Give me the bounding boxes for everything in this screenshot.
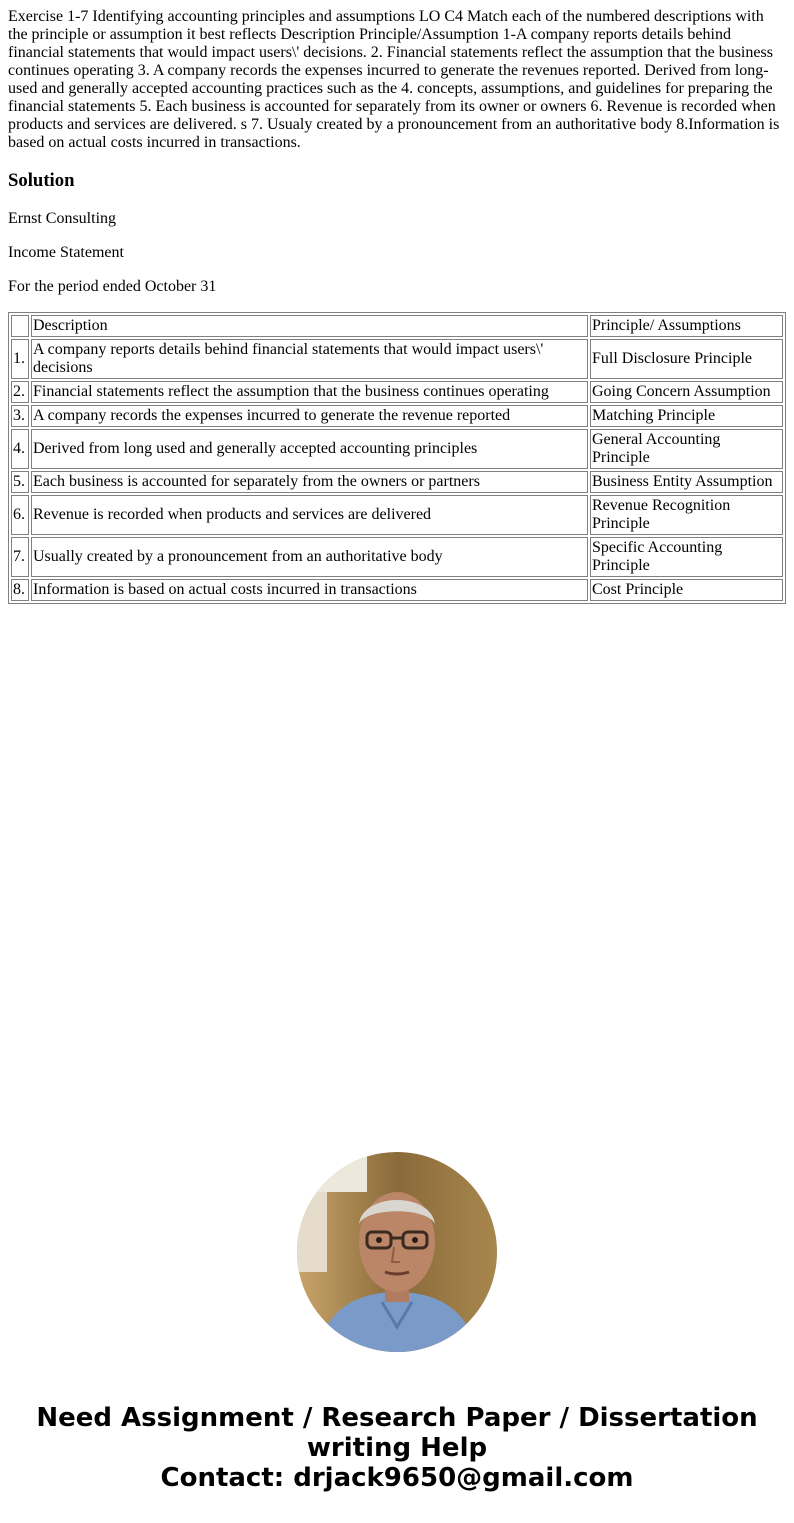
promo-line-1: Need Assignment / Research Paper / Dissertation: [36, 1403, 758, 1433]
table-row: [11, 537, 783, 577]
header-principle-cell: Principle/ Assumptions: [590, 315, 783, 337]
row-num: 5.: [11, 471, 29, 493]
row-num: 3.: [11, 405, 29, 427]
table-row: [11, 405, 783, 427]
row-num: 8.: [11, 579, 29, 601]
row-description: Usually created by a pronouncement from an authoritative body: [31, 537, 588, 577]
table-row: [11, 381, 783, 403]
table-row: [11, 471, 783, 493]
row-num: 1.: [11, 339, 29, 379]
answer-table: [8, 312, 786, 604]
row-principle: Business Entity Assumption: [590, 471, 783, 493]
table-row: [11, 339, 783, 379]
promo-text: [0, 1403, 794, 1493]
row-principle: Revenue Recognition Principle: [590, 495, 783, 535]
row-description: A company reports details behind financial statements that would impact users\' decisions: [31, 339, 588, 379]
row-num: 6.: [11, 495, 29, 535]
page-content: [0, 0, 794, 604]
row-principle: Full Disclosure Principle: [590, 339, 783, 379]
table-header-row: [11, 315, 783, 337]
row-description: Each business is accounted for separately from the owners or partners: [31, 471, 588, 493]
row-description: Revenue is recorded when products and services are delivered: [31, 495, 588, 535]
row-description: Financial statements reflect the assumption that the business continues operating: [31, 381, 588, 403]
company-name: Ernst Consulting: [8, 210, 117, 227]
statement-title: Income Statement: [8, 244, 124, 261]
header-num-cell: [11, 315, 29, 337]
row-principle: Going Concern Assumption: [590, 381, 783, 403]
header-description-cell: Description: [31, 315, 588, 337]
promo-avatar-block: [0, 1152, 794, 1352]
statement-period: For the period ended October 31: [8, 278, 217, 295]
person-photo-icon: [297, 1152, 497, 1352]
table-row: [11, 495, 783, 535]
row-description: Derived from long used and generally accepted accounting principles: [31, 429, 588, 469]
promo-line-2: writing Help: [306, 1433, 488, 1463]
table-row: [11, 429, 783, 469]
row-description: A company records the expenses incurred to generate the revenue reported: [31, 405, 588, 427]
row-num: 4.: [11, 429, 29, 469]
row-principle: Specific Accounting Principle: [590, 537, 783, 577]
row-principle: Cost Principle: [590, 579, 783, 601]
row-description: Information is based on actual costs incurred in transactions: [31, 579, 588, 601]
avatar: [297, 1152, 497, 1352]
question-text: Exercise 1-7 Identifying accounting principles and assumptions LO C4 Match each of the numbered descriptions with the principle or assumption it best reflects Description Principle/Assumption 1-A company reports details behind financial statements that would impact users\' decisions. 2. Financial statements reflect the assumption that the business continues operating 3. A company records the expenses incurred to generate the revenues reported. Derived from long-used and generally accepted accounting practices such as the 4. concepts, assumptions, and guidelines for preparing the financial statements 5. Each business is accounted for separately from its owner or owners 6. Revenue is recorded when products and services are delivered. s 7. Usualy created by a pronouncement from an authoritative body 8.Information is based on actual costs incurred in transactions.: [8, 8, 780, 151]
solution-heading: Solution: [8, 170, 75, 191]
table-row: [11, 579, 783, 601]
row-num: 7.: [11, 537, 29, 577]
row-num: 2.: [11, 381, 29, 403]
row-principle: Matching Principle: [590, 405, 783, 427]
promo-contact: Contact: drjack9650@gmail.com: [160, 1463, 634, 1493]
row-principle: General Accounting Principle: [590, 429, 783, 469]
